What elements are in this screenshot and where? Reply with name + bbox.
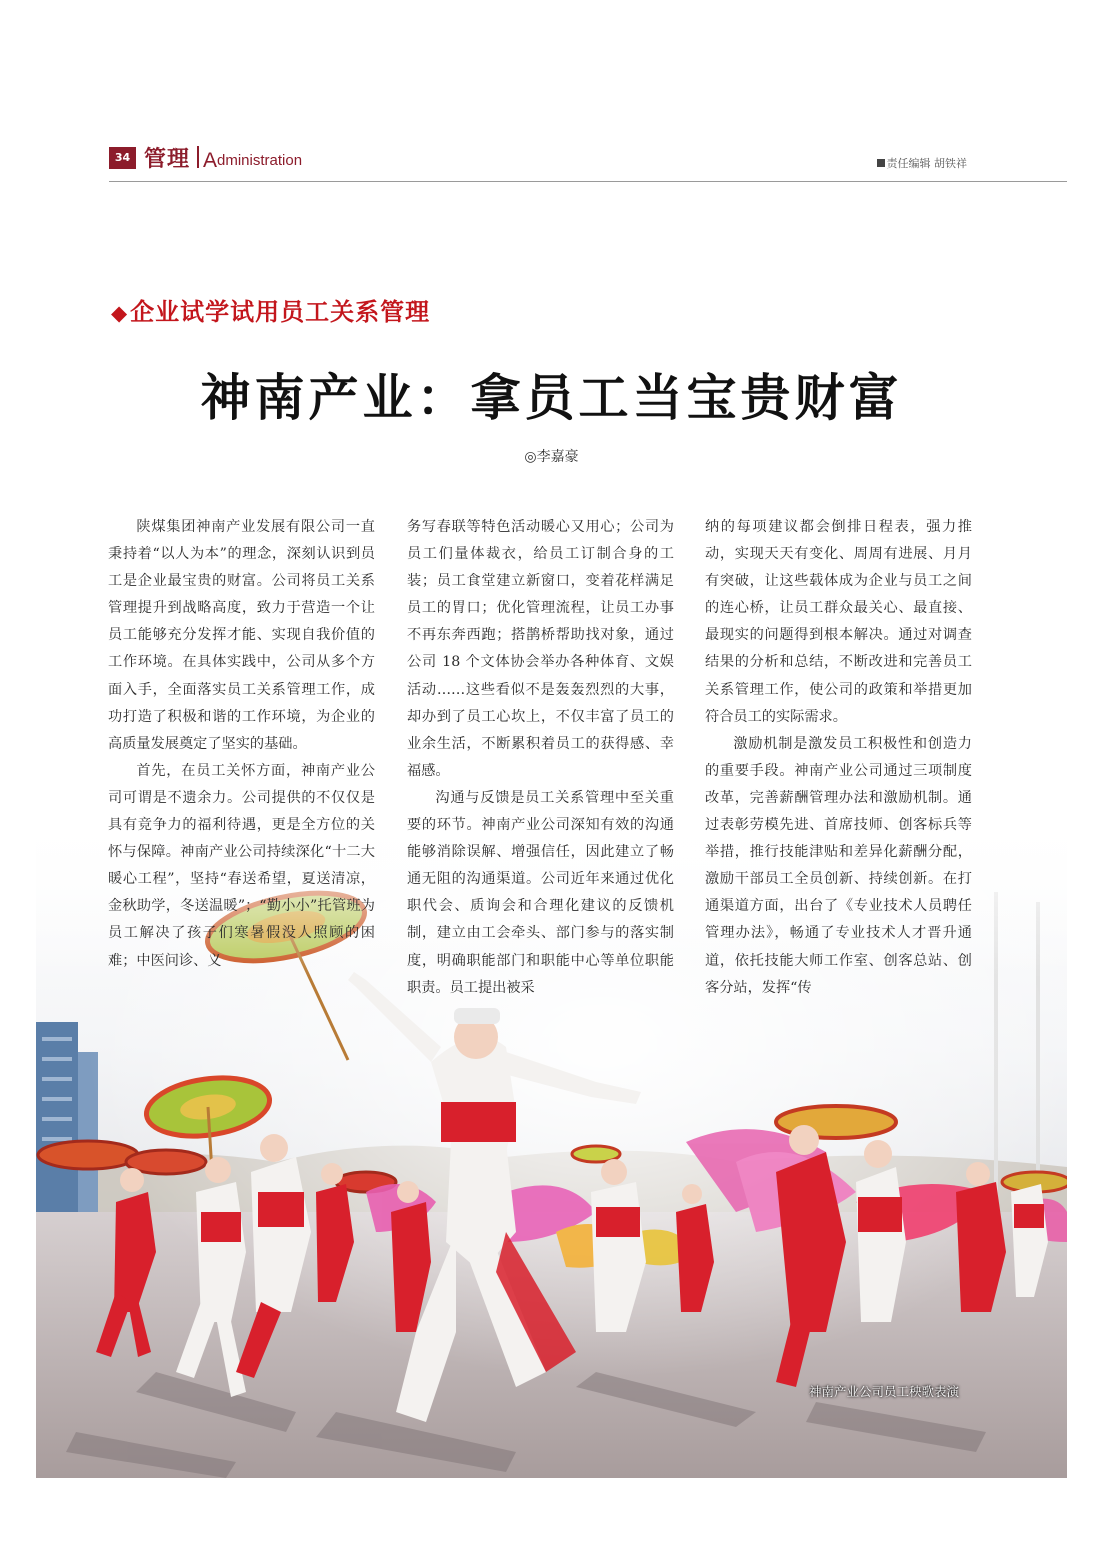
paragraph: 激励机制是激发员工积极性和创造力的重要手段。神南产业公司通过三项制度改革，完善薪酬管理办法和激励机制。通过表彰劳模先进、首席技师、创客标兵等举措，推行技能津贴和差异化薪酬分配，激励干部员工全员创新、持续创新。在打通渠道方面，出台了《专业技术人员聘任管理办法》，畅通了专业技术人才晋升通道，依托技能大师工作室、创客总站、创客分站，发挥“传: [705, 735, 972, 996]
article-title: 神南产业：拿员工当宝贵财富: [200, 368, 903, 427]
kicker-text: 企业试学试用员工关系管理: [130, 298, 431, 326]
article-column-3: [705, 514, 972, 1002]
paragraph: 务写春联等特色活动暖心又用心；公司为员工们量体裁衣，给员工订制合身的工装；员工食堂建立新窗口，变着花样满足员工的胃口；优化管理流程，让员工办事不再东奔西跑；搭鹊桥帮助找对象，通过公司 18 个文体协会举办各种体育、文娱活动……这些看似不是轰轰烈烈的大事，却办到了员工心坎上，不仅丰富了员工的业余生活，不断累积着员工的获得感、幸福感。: [407, 519, 674, 779]
paragraph: 纳的每项建议都会倒排日程表，强力推动，实现天天有变化、周周有进展、月月有突破，让这些载体成为企业与员工之间的连心桥，让员工群众最关心、最直接、最现实的问题得到根本解决。通过对调查结果的分析和总结，不断改进和完善员工关系管理工作，使公司的政策和举措更加符合员工的实际需求。: [705, 519, 972, 725]
square-bullet-icon: [877, 159, 885, 167]
section-title-en-initial: A: [203, 149, 218, 172]
article-author: ◎李嘉豪: [524, 449, 579, 465]
photo-caption: 神南产业公司员工秧歌表演: [809, 1384, 960, 1399]
section-title-en-rest: dministration: [217, 152, 303, 169]
article-column-1: [108, 514, 375, 975]
editor-name: 责任编辑 胡铁祥: [886, 157, 967, 170]
section-title: 管理: [144, 147, 191, 172]
header-rule: [109, 181, 1067, 182]
paragraph: 陕煤集团神南产业发展有限公司一直秉持着“以人为本”的理念，深刻认识到员工是企业最宝贵的财富。公司将员工关系管理提升到战略高度，致力于营造一个让员工能够充分发挥才能、实现自我价值的工作环境。在具体实践中，公司从多个方面入手，全面落实员工关系管理工作，成功打造了积极和谐的工作环境，为企业的高质量发展奠定了坚实的基础。: [108, 519, 375, 752]
page-header: [109, 141, 1067, 183]
page-number: 34: [109, 147, 136, 169]
article-column-2: [407, 514, 674, 1002]
paragraph: 沟通与反馈是员工关系管理中至关重要的环节。神南产业公司深知有效的沟通能够消除误解、增强信任，因此建立了畅通无阻的沟通渠道。公司近年来通过优化职代会、质询会和合理化建议的反馈机制，建立由工会牵头、部门参与的落实制度，明确职能部门和职能中心等单位职能职责。员工提出被采: [407, 789, 674, 996]
paragraph: 首先，在员工关怀方面，神南产业公司可谓是不遗余力。公司提供的不仅仅是具有竞争力的福利待遇，更是全方位的关怀与保障。神南产业公司持续深化“十二大暖心工程”，坚持“春送希望，夏送清凉，金秋助学，冬送温暖”；“勤小小”托管班为员工解决了孩子们寒暑假没人照顾的困难；中医问诊、义: [108, 762, 375, 969]
editor-credit: [877, 155, 968, 171]
diamond-icon: ◆: [111, 301, 129, 325]
section-title-en: [203, 147, 302, 171]
section-divider: [197, 146, 199, 168]
article-kicker: [111, 292, 430, 327]
